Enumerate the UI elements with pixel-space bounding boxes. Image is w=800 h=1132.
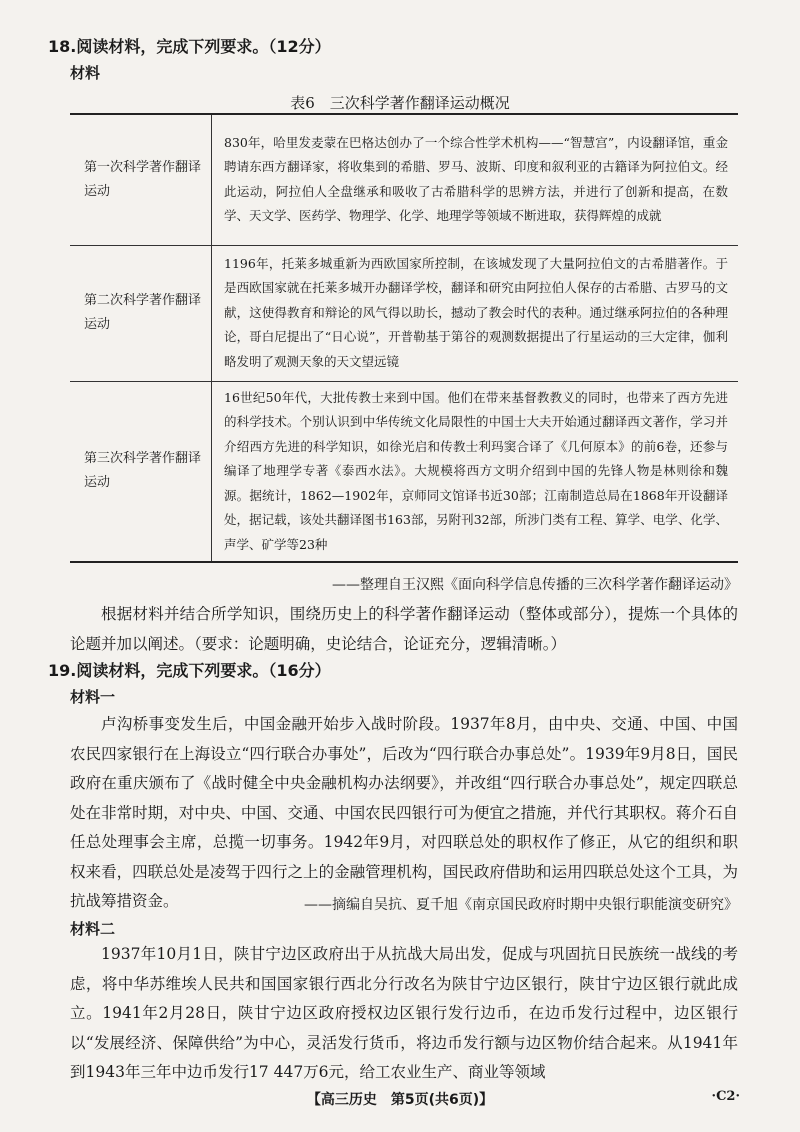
q19-material2-label: 材料二 <box>70 920 116 938</box>
table-row <box>70 245 738 381</box>
row-title: 第一次科学著作翻译运动 <box>70 114 212 245</box>
q18-material-label: 材料 <box>70 64 101 82</box>
q19-material1-source: ——摘编自吴抗、夏千旭《南京国民政府时期中央银行职能演变研究》 <box>304 897 738 913</box>
paper-code: ·C2· <box>711 1089 740 1104</box>
translation-table <box>70 113 738 563</box>
q19-material2-text: 1937年10月1日，陕甘宁边区政府出于从抗战大局出发，促成与巩固抗日民族统一战线的考虑，将中华苏维埃人民共和国国家银行西北分行改名为陕甘宁边区银行，陕甘宁边区银行就此成立。1941年2月28日，陕甘宁边区政府授权边区银行发行边币，在边币发行过程中，边区银行以“发展经济、保障供给”为中心，灵活发行货币，将边币发行额与边区物价结合起来。从1941年到1943年三年中边币发行17 447万6元，给工农业生产、商业等领域 <box>70 945 738 1081</box>
question-18-header: 18.阅读材料，完成下列要求。（12分） <box>48 37 331 56</box>
q19-material1-text: 卢沟桥事变发生后，中国金融开始步入战时阶段。1937年8月，由中央、交通、中国、中国农民四家银行在上海设立“四行联合办事处”，后改为“四行联合办事总处”。1939年9月8日，国民政府在重庆颁布了《战时健全中央金融机构办法纲要》，并改组“四行联合办事总处”，规定四联总处在非常时期，对中央、中国、交通、中国农民四银行可为便宜之措施，并代行其职权。蒋介石自任总处理事会主席，总揽一切事务。1942年9月，对四联总处的职权作了修正，从它的组织和职权来看，四联总处是凌驾于四行之上的金融管理机构，国民政府借助和运用四联总处这个工具，为抗战筹措资金。 <box>70 715 738 910</box>
row-title: 第二次科学著作翻译运动 <box>70 245 212 381</box>
question-19-header: 19.阅读材料，完成下列要求。（16分） <box>48 661 331 680</box>
page-footer: 【高三历史 第5页(共6页)】 <box>306 1092 494 1108</box>
q18-source: ——整理自王汉熙《面向科学信息传播的三次科学著作翻译运动》 <box>332 577 738 593</box>
table-title: 表6 三次科学著作翻译运动概况 <box>290 94 510 112</box>
table-row <box>70 114 738 245</box>
table-row <box>70 381 738 562</box>
row-title: 第三次科学著作翻译运动 <box>70 381 212 562</box>
row-text: 1196年，托莱多城重新为西欧国家所控制，在该城发现了大量阿拉伯文的古希腊著作。于是西欧国家就在托莱多城开办翻译学校，翻译和研究由阿拉伯人保存的古希腊、古罗马的文献，这使得教育和辩论的风气得以助长，撼动了教会时代的表种。通过继承阿拉伯的各种理论，哥白尼提出了“日心说”，开普勒基于第谷的观测数据提出了行星运动的三大定律，伽利略发明了观测天象的天文望远镜 <box>212 245 739 381</box>
q18-prompt: 根据材料并结合所学知识，围绕历史上的科学著作翻译运动（整体或部分），提炼一个具体的论题并加以阐述。（要求：论题明确，史论结合，论证充分，逻辑清晰。） <box>70 605 738 653</box>
q19-material1-label: 材料一 <box>70 688 116 706</box>
row-text: 830年，哈里发麦蒙在巴格达创办了一个综合性学术机构——“智慧宫”，内设翻译馆，重金聘请东西方翻译家，将收集到的希腊、罗马、波斯、印度和叙利亚的古籍译为阿拉伯文。经此运动，阿拉伯人全盘继承和吸收了古希腊科学的思辨方法，并进行了创新和提高，在数学、天文学、医药学、物理学、化学、地理学等领域不断进取，获得辉煌的成就 <box>212 114 739 245</box>
row-text: 16世纪50年代，大批传教士来到中国。他们在带来基督教教义的同时，也带来了西方先进的科学技术。个别认识到中华传统文化局限性的中国士大夫开始通过翻译西文著作，学习并介绍西方先进的科学知识，如徐光启和传教士利玛窦合译了《几何原本》的前6卷，还参与编译了地理学专著《泰西水法》。大规模将西方文明介绍到中国的先锋人物是林则徐和魏源。据统计，1862—1902年，京师同文馆译书近30部；江南制造总局在1868年开设翻译处，据记载，该处共翻译图书163部，另附刊32部，所涉门类有工程、算学、电学、化学、声学、矿学等23种 <box>212 381 739 562</box>
